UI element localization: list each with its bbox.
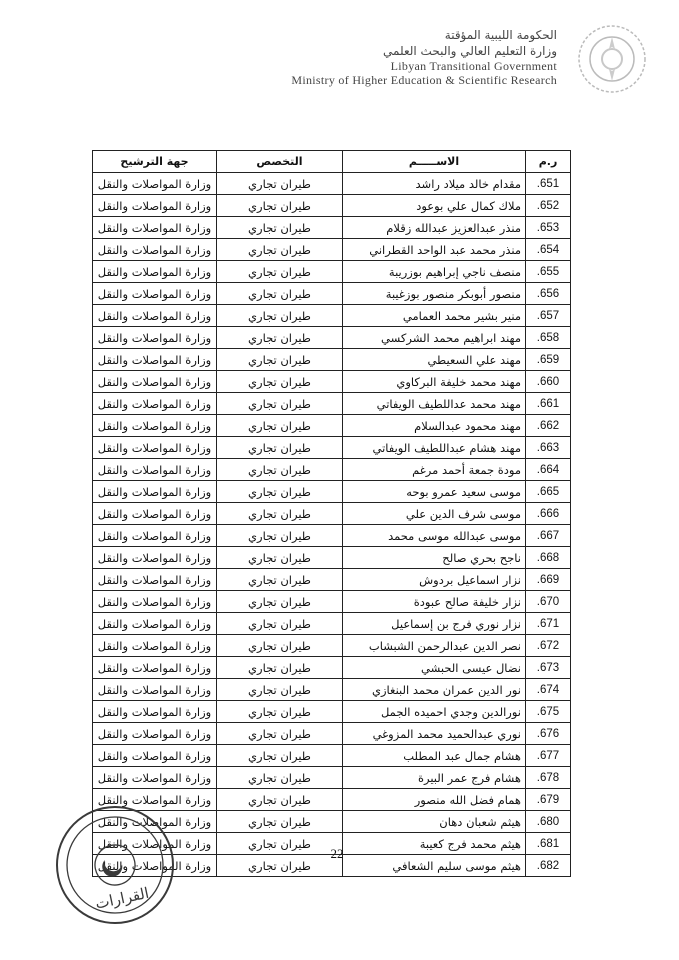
row-name: مهند هشام عبداللطيف الويفاتي <box>343 437 526 459</box>
row-name: نور الدين عمران محمد البنغازي <box>343 679 526 701</box>
row-name: مهند ابراهيم محمد الشركسي <box>343 327 526 349</box>
row-specialization: طيران تجاري <box>217 503 343 525</box>
row-nominating-body: وزارة المواصلات والنقل <box>93 833 217 855</box>
table-row <box>93 547 571 569</box>
row-specialization: طيران تجاري <box>217 261 343 283</box>
table-row <box>93 569 571 591</box>
row-name: مهند محمد عداللطيف الويفاتي <box>343 393 526 415</box>
row-name: هيثم شعبان دهان <box>343 811 526 833</box>
row-nominating-body: وزارة المواصلات والنقل <box>93 349 217 371</box>
table-row <box>93 657 571 679</box>
row-specialization: طيران تجاري <box>217 767 343 789</box>
row-nominating-body: وزارة المواصلات والنقل <box>93 437 217 459</box>
row-serial-number: 677. <box>526 745 571 767</box>
row-serial-number: 670. <box>526 591 571 613</box>
row-name: هيثم موسى سليم الشعافي <box>343 855 526 877</box>
row-serial-number: 668. <box>526 547 571 569</box>
government-name-ar: الحكومة الليبية المؤقتة <box>444 28 557 42</box>
row-nominating-body: وزارة المواصلات والنقل <box>93 613 217 635</box>
row-nominating-body: وزارة المواصلات والنقل <box>93 393 217 415</box>
row-serial-number: 652. <box>526 195 571 217</box>
row-nominating-body: وزارة المواصلات والنقل <box>93 811 217 833</box>
row-name: مودة جمعة أحمد مرغم <box>343 459 526 481</box>
ministry-name-ar: وزارة التعليم العالي والبحث العلمي <box>383 44 557 58</box>
table-row <box>93 459 571 481</box>
row-nominating-body: وزارة المواصلات والنقل <box>93 745 217 767</box>
government-name-en: Libyan Transitional Government <box>390 59 557 73</box>
row-serial-number: 659. <box>526 349 571 371</box>
table-row <box>93 723 571 745</box>
row-serial-number: 656. <box>526 283 571 305</box>
row-name: مهند محمد خليفة البركاوي <box>343 371 526 393</box>
row-specialization: طيران تجاري <box>217 635 343 657</box>
row-nominating-body: وزارة المواصلات والنقل <box>93 855 217 877</box>
row-nominating-body: وزارة المواصلات والنقل <box>93 591 217 613</box>
row-nominating-body: وزارة المواصلات والنقل <box>93 415 217 437</box>
page-number: 22 <box>330 846 344 861</box>
row-specialization: طيران تجاري <box>217 811 343 833</box>
header-name: الاســـــم <box>343 151 526 173</box>
stamp-text: القرارات <box>93 883 151 913</box>
table-row <box>93 613 571 635</box>
row-specialization: طيران تجاري <box>217 569 343 591</box>
row-serial-number: 653. <box>526 217 571 239</box>
table-row <box>93 349 571 371</box>
row-nominating-body: وزارة المواصلات والنقل <box>93 503 217 525</box>
row-nominating-body: وزارة المواصلات والنقل <box>93 547 217 569</box>
row-nominating-body: وزارة المواصلات والنقل <box>93 173 217 195</box>
row-serial-number: 662. <box>526 415 571 437</box>
row-serial-number: 675. <box>526 701 571 723</box>
row-name: نضال عيسى الحبشي <box>343 657 526 679</box>
row-nominating-body: وزارة المواصلات والنقل <box>93 723 217 745</box>
row-nominating-body: وزارة المواصلات والنقل <box>93 195 217 217</box>
table-row <box>93 305 571 327</box>
table-row <box>93 217 571 239</box>
table-row <box>93 481 571 503</box>
row-serial-number: 669. <box>526 569 571 591</box>
table-row <box>93 525 571 547</box>
row-nominating-body: وزارة المواصلات والنقل <box>93 239 217 261</box>
table-row <box>93 283 571 305</box>
row-nominating-body: وزارة المواصلات والنقل <box>93 283 217 305</box>
row-specialization: طيران تجاري <box>217 349 343 371</box>
row-serial-number: 673. <box>526 657 571 679</box>
row-specialization: طيران تجاري <box>217 701 343 723</box>
row-specialization: طيران تجاري <box>217 833 343 855</box>
header-specialization: التخصص <box>217 151 343 173</box>
row-specialization: طيران تجاري <box>217 547 343 569</box>
row-name: منذر عبدالعزيز عبدالله زقلام <box>343 217 526 239</box>
row-name: موسى عبدالله موسى محمد <box>343 525 526 547</box>
candidates-table <box>92 150 571 877</box>
row-specialization: طيران تجاري <box>217 789 343 811</box>
row-serial-number: 676. <box>526 723 571 745</box>
row-name: نزار اسماعيل بردوش <box>343 569 526 591</box>
header-serial-number: ر.م <box>526 151 571 173</box>
row-nominating-body: وزارة المواصلات والنقل <box>93 569 217 591</box>
table-row <box>93 635 571 657</box>
row-serial-number: 655. <box>526 261 571 283</box>
header-nominating-body: جهة الترشيح <box>93 151 217 173</box>
row-nominating-body: وزارة المواصلات والنقل <box>93 459 217 481</box>
row-nominating-body: وزارة المواصلات والنقل <box>93 657 217 679</box>
row-nominating-body: وزارة المواصلات والنقل <box>93 261 217 283</box>
table-row <box>93 503 571 525</box>
table-row <box>93 701 571 723</box>
row-serial-number: 663. <box>526 437 571 459</box>
row-name: نصر الدين عبدالرحمن الشبشاب <box>343 635 526 657</box>
row-specialization: طيران تجاري <box>217 591 343 613</box>
row-serial-number: 679. <box>526 789 571 811</box>
row-serial-number: 681. <box>526 833 571 855</box>
row-serial-number: 661. <box>526 393 571 415</box>
row-serial-number: 682. <box>526 855 571 877</box>
official-seal-stamp <box>50 800 180 930</box>
row-name: مقدام خالد ميلاد راشد <box>343 173 526 195</box>
row-specialization: طيران تجاري <box>217 393 343 415</box>
row-serial-number: 671. <box>526 613 571 635</box>
row-serial-number: 680. <box>526 811 571 833</box>
row-specialization: طيران تجاري <box>217 283 343 305</box>
row-serial-number: 678. <box>526 767 571 789</box>
row-nominating-body: وزارة المواصلات والنقل <box>93 217 217 239</box>
row-name: همام فضل الله منصور <box>343 789 526 811</box>
row-nominating-body: وزارة المواصلات والنقل <box>93 767 217 789</box>
row-serial-number: 651. <box>526 173 571 195</box>
row-nominating-body: وزارة المواصلات والنقل <box>93 305 217 327</box>
row-specialization: طيران تجاري <box>217 723 343 745</box>
row-serial-number: 674. <box>526 679 571 701</box>
row-name: نزار نوري فرج بن إسماعيل <box>343 613 526 635</box>
row-name: منصف ناجي إبراهيم بوزريبة <box>343 261 526 283</box>
row-specialization: طيران تجاري <box>217 415 343 437</box>
row-specialization: طيران تجاري <box>217 855 343 877</box>
ministry-emblem-icon <box>575 22 649 96</box>
table-row <box>93 679 571 701</box>
row-specialization: طيران تجاري <box>217 305 343 327</box>
table-row <box>93 327 571 349</box>
row-nominating-body: وزارة المواصلات والنقل <box>93 525 217 547</box>
row-serial-number: 654. <box>526 239 571 261</box>
row-nominating-body: وزارة المواصلات والنقل <box>93 789 217 811</box>
row-name: موسى شرف الدين علي <box>343 503 526 525</box>
table-row <box>93 393 571 415</box>
row-nominating-body: وزارة المواصلات والنقل <box>93 327 217 349</box>
row-serial-number: 660. <box>526 371 571 393</box>
row-name: مهند محمود عبدالسلام <box>343 415 526 437</box>
letterhead <box>137 28 557 87</box>
row-name: منصور أبوبكر منصور بوزغيبة <box>343 283 526 305</box>
row-name: نورالدين وجدي احميده الجمل <box>343 701 526 723</box>
row-name: هيثم محمد فرج كعيبة <box>343 833 526 855</box>
row-serial-number: 665. <box>526 481 571 503</box>
row-name: نوري عبدالحميد محمد المزوغي <box>343 723 526 745</box>
row-specialization: طيران تجاري <box>217 525 343 547</box>
row-nominating-body: وزارة المواصلات والنقل <box>93 481 217 503</box>
row-specialization: طيران تجاري <box>217 613 343 635</box>
row-specialization: طيران تجاري <box>217 679 343 701</box>
row-nominating-body: وزارة المواصلات والنقل <box>93 701 217 723</box>
row-specialization: طيران تجاري <box>217 327 343 349</box>
row-serial-number: 658. <box>526 327 571 349</box>
table-row <box>93 591 571 613</box>
row-serial-number: 672. <box>526 635 571 657</box>
row-serial-number: 667. <box>526 525 571 547</box>
row-specialization: طيران تجاري <box>217 217 343 239</box>
row-specialization: طيران تجاري <box>217 239 343 261</box>
table-row <box>93 745 571 767</box>
row-name: هشام فرج عمر البيرة <box>343 767 526 789</box>
row-name: مهند علي السعيطي <box>343 349 526 371</box>
table-row <box>93 239 571 261</box>
row-nominating-body: وزارة المواصلات والنقل <box>93 679 217 701</box>
row-nominating-body: وزارة المواصلات والنقل <box>93 635 217 657</box>
table-row <box>93 767 571 789</box>
row-name: هشام جمال عبد المطلب <box>343 745 526 767</box>
row-specialization: طيران تجاري <box>217 657 343 679</box>
row-specialization: طيران تجاري <box>217 173 343 195</box>
table-header-row <box>93 151 571 173</box>
row-serial-number: 666. <box>526 503 571 525</box>
row-name: ناجح بحري صالح <box>343 547 526 569</box>
table-row <box>93 415 571 437</box>
row-serial-number: 657. <box>526 305 571 327</box>
table-row <box>93 437 571 459</box>
ministry-name-en: Ministry of Higher Education & Scientific Research <box>291 73 557 87</box>
row-name: منذر محمد عبد الواحد القطراني <box>343 239 526 261</box>
row-specialization: طيران تجاري <box>217 459 343 481</box>
row-serial-number: 664. <box>526 459 571 481</box>
row-name: موسى سعيد عمرو بوحه <box>343 481 526 503</box>
table-row <box>93 261 571 283</box>
row-specialization: طيران تجاري <box>217 371 343 393</box>
row-name: ملاك كمال علي بوعود <box>343 195 526 217</box>
row-nominating-body: وزارة المواصلات والنقل <box>93 371 217 393</box>
row-name: نزار خليفة صالح عبودة <box>343 591 526 613</box>
row-specialization: طيران تجاري <box>217 745 343 767</box>
table-row <box>93 173 571 195</box>
row-specialization: طيران تجاري <box>217 481 343 503</box>
table-row <box>93 195 571 217</box>
row-specialization: طيران تجاري <box>217 195 343 217</box>
row-specialization: طيران تجاري <box>217 437 343 459</box>
table-row <box>93 371 571 393</box>
row-name: منير بشير محمد العمامي <box>343 305 526 327</box>
